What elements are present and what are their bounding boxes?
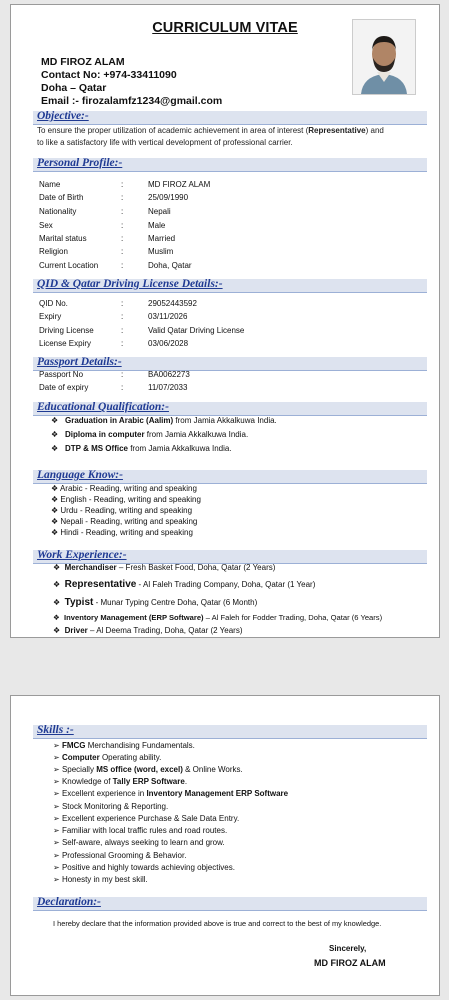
- education-degree: DTP & MS Office: [65, 444, 128, 453]
- skill-item: [53, 789, 288, 798]
- skill-text: Honesty in my best skill.: [61, 875, 148, 884]
- arrow-bullet-icon: ➢: [53, 753, 60, 762]
- education-institute: from Jamia Akkalkuwa India.: [127, 444, 232, 453]
- qid-value: 29052443592: [148, 299, 197, 308]
- personal-value: Married: [148, 234, 176, 243]
- header-location: Doha – Qatar: [41, 82, 107, 94]
- qid-label: License Expiry: [39, 339, 92, 348]
- arrow-bullet-icon: ➢: [53, 826, 60, 835]
- section-education: [33, 402, 427, 416]
- section-personal-profile: [33, 158, 427, 172]
- personal-label: Sex: [39, 221, 53, 230]
- arrow-bullet-icon: ➢: [53, 851, 60, 860]
- work-item: [53, 597, 257, 608]
- skill-text: Operating ability.: [99, 753, 162, 762]
- arrow-bullet-icon: ➢: [53, 814, 60, 823]
- diamond-bullet-icon: ❖: [51, 495, 59, 504]
- arrow-bullet-icon: ➢: [53, 875, 60, 884]
- skill-text: & Online Works.: [182, 765, 243, 774]
- skill-item: [53, 875, 148, 884]
- skills-heading: Skills :-: [37, 724, 74, 736]
- sincerely-text: Sincerely,: [329, 944, 367, 953]
- colon: :: [121, 247, 124, 256]
- language-text: Hindi - Reading, writing and speaking: [60, 528, 193, 537]
- personal-label: Current Location: [39, 261, 99, 270]
- colon: :: [121, 193, 124, 202]
- skill-item: [53, 814, 239, 823]
- skill-text: Self-aware, always seeking to learn and grow.: [61, 838, 225, 847]
- education-degree: Graduation in Arabic (Aalim): [65, 416, 174, 425]
- qid-value: 03/06/2028: [148, 339, 189, 348]
- diamond-bullet-icon: ❖: [53, 563, 61, 572]
- language-heading: Language Know:-: [37, 469, 123, 481]
- section-declaration: [33, 897, 427, 911]
- colon: :: [121, 339, 124, 348]
- skill-item: [53, 753, 161, 762]
- personal-label: Religion: [39, 247, 68, 256]
- language-item: [51, 517, 197, 526]
- diamond-bullet-icon: ❖: [51, 416, 59, 425]
- objective-line-1: [37, 126, 384, 135]
- skill-item: [53, 777, 187, 786]
- qid-value: Valid Qatar Driving License: [148, 326, 245, 335]
- header-contact: Contact No: +974-33411090: [41, 69, 177, 81]
- personal-label: Name: [39, 180, 61, 189]
- diamond-bullet-icon: ❖: [51, 484, 59, 493]
- qid-heading: QID & Qatar Driving License Details:-: [37, 278, 223, 290]
- colon: :: [121, 312, 124, 321]
- skill-text: Specially: [61, 765, 97, 774]
- work-heading: Work Experience:-: [37, 549, 127, 561]
- diamond-bullet-icon: ❖: [51, 517, 59, 526]
- arrow-bullet-icon: ➢: [53, 838, 60, 847]
- diamond-bullet-icon: ❖: [53, 580, 61, 589]
- skill-text: Excellent experience in: [61, 789, 147, 798]
- colon: :: [121, 299, 124, 308]
- personal-value: Male: [148, 221, 166, 230]
- language-text: Urdu - Reading, writing and speaking: [60, 506, 193, 515]
- work-role: Representative: [64, 579, 137, 590]
- colon: :: [121, 180, 124, 189]
- colon: :: [121, 207, 124, 216]
- header-name: MD FIROZ ALAM: [41, 56, 125, 68]
- personal-value: Doha, Qatar: [148, 261, 192, 270]
- language-item: [51, 484, 197, 493]
- language-text: Nepali - Reading, writing and speaking: [60, 517, 198, 526]
- cv-page-2: [10, 695, 440, 996]
- arrow-bullet-icon: ➢: [53, 789, 60, 798]
- work-role: Merchandiser: [64, 563, 117, 572]
- personal-value: 25/09/1990: [148, 193, 189, 202]
- objective-text-post: ) and: [365, 126, 384, 135]
- language-item: [51, 506, 192, 515]
- language-text: Arabic - Reading, writing and speaking: [59, 484, 197, 493]
- passport-label: Passport No: [39, 370, 84, 379]
- personal-value: Muslim: [148, 247, 174, 256]
- section-language: [33, 470, 427, 484]
- education-item: [51, 430, 248, 439]
- arrow-bullet-icon: ➢: [53, 777, 60, 786]
- personal-value: MD FIROZ ALAM: [148, 180, 211, 189]
- arrow-bullet-icon: ➢: [53, 863, 60, 872]
- skill-text-bold: MS office (word, excel): [96, 765, 183, 774]
- passport-value: 11/07/2033: [148, 383, 188, 392]
- qid-label: QID No.: [39, 299, 68, 308]
- work-item: [53, 613, 382, 622]
- passport-heading: Passport Details:-: [37, 356, 122, 368]
- colon: :: [121, 326, 124, 335]
- diamond-bullet-icon: ❖: [53, 613, 60, 622]
- objective-line-2: to like a satisfactory life with vertical development of professional carrier.: [37, 138, 293, 147]
- profile-photo: [352, 19, 416, 95]
- qid-label: Driving License: [39, 326, 94, 335]
- work-employer: – Fresh Basket Food, Doha, Qatar (2 Years): [116, 563, 276, 572]
- skill-text: Stock Monitoring & Reporting.: [61, 802, 169, 811]
- signature-name: MD FIROZ ALAM: [314, 958, 386, 968]
- work-employer: - Munar Typing Centre Doha, Qatar (6 Month): [93, 598, 258, 607]
- qid-label: Expiry: [39, 312, 62, 321]
- personal-value: Nepali: [148, 207, 171, 216]
- skill-text: Familiar with local traffic rules and road routes.: [61, 826, 228, 835]
- section-skills: [33, 725, 427, 739]
- colon: :: [121, 370, 124, 379]
- diamond-bullet-icon: ❖: [53, 598, 61, 607]
- objective-text-pre: To ensure the proper utilization of academic achievement in area of interest (: [37, 126, 309, 135]
- cv-page-1: [10, 4, 440, 638]
- work-role: Driver: [64, 626, 88, 635]
- work-role: Inventory Management (ERP Software): [64, 613, 204, 622]
- work-item: [53, 579, 315, 590]
- diamond-bullet-icon: ❖: [51, 506, 59, 515]
- education-item: [51, 444, 232, 453]
- personal-label: Date of Birth: [39, 193, 84, 202]
- section-work: [33, 550, 427, 564]
- arrow-bullet-icon: ➢: [53, 802, 60, 811]
- skill-item: [53, 741, 195, 750]
- work-employer: - Al Faleh Trading Company, Doha, Qatar (1 Year): [136, 580, 316, 589]
- work-item: [53, 563, 275, 572]
- section-passport: [33, 357, 427, 371]
- education-item: [51, 416, 277, 425]
- skill-text: Excellent experience Purchase & Sale Data Entry.: [61, 814, 240, 823]
- skill-text-bold: Tally ERP Software: [112, 777, 185, 786]
- education-degree: Diploma in computer: [65, 430, 145, 439]
- skill-text: .: [184, 777, 188, 786]
- objective-heading: Objective:-: [37, 110, 89, 122]
- section-qid: [33, 279, 427, 293]
- skill-text: Merchandising Fundamentals.: [85, 741, 195, 750]
- passport-value: BA0062273: [148, 370, 190, 379]
- declaration-heading: Declaration:-: [37, 896, 101, 908]
- arrow-bullet-icon: ➢: [53, 741, 60, 750]
- education-institute: from Jamia Akkalkuwa India.: [144, 430, 249, 439]
- header-email: Email :- firozalamfz1234@gmail.com: [41, 95, 223, 107]
- declaration-text: I hereby declare that the information provided above is true and correct to the best of my knowledge.: [53, 919, 382, 928]
- skill-item: [53, 851, 186, 860]
- skill-item: [53, 802, 168, 811]
- skill-text-bold: Computer: [61, 753, 100, 762]
- skill-item: [53, 765, 243, 774]
- document-title: CURRICULUM VITAE: [152, 20, 298, 36]
- work-role: Typist: [64, 597, 94, 608]
- diamond-bullet-icon: ❖: [51, 444, 59, 453]
- work-item: [53, 626, 243, 635]
- arrow-bullet-icon: ➢: [53, 765, 60, 774]
- language-item: [51, 528, 193, 537]
- colon: :: [121, 221, 124, 230]
- passport-label: Date of expiry: [39, 383, 89, 392]
- skill-text-bold: FMCG: [61, 741, 86, 750]
- colon: :: [121, 261, 124, 270]
- colon: :: [121, 234, 124, 243]
- diamond-bullet-icon: ❖: [51, 528, 59, 537]
- diamond-bullet-icon: ❖: [53, 626, 61, 635]
- language-text: English - Reading, writing and speaking: [60, 495, 201, 504]
- section-objective: [33, 111, 427, 125]
- skill-text-bold: Inventory Management ERP Software: [146, 789, 289, 798]
- skill-item: [53, 826, 227, 835]
- work-employer: – Al Faleh for Fodder Trading, Doha, Qatar (6 Years): [203, 613, 383, 622]
- education-institute: from Jamia Akkalkuwa India.: [173, 416, 277, 425]
- education-heading: Educational Qualification:-: [37, 401, 169, 413]
- qid-value: 03/11/2026: [148, 312, 188, 321]
- skill-text: Knowledge of: [61, 777, 113, 786]
- skill-text: Professional Grooming & Behavior.: [61, 851, 187, 860]
- objective-text-bold: Representative: [308, 126, 366, 135]
- personal-heading: Personal Profile:-: [37, 157, 123, 169]
- colon: :: [121, 383, 124, 392]
- personal-label: Nationality: [39, 207, 77, 216]
- skill-item: [53, 863, 235, 872]
- skill-text: Positive and highly towards achieving objectives.: [61, 863, 235, 872]
- personal-label: Marital status: [39, 234, 87, 243]
- language-item: [51, 495, 201, 504]
- skill-item: [53, 838, 225, 847]
- diamond-bullet-icon: ❖: [51, 430, 59, 439]
- work-employer: – Al Deema Trading, Doha, Qatar (2 Years): [87, 626, 243, 635]
